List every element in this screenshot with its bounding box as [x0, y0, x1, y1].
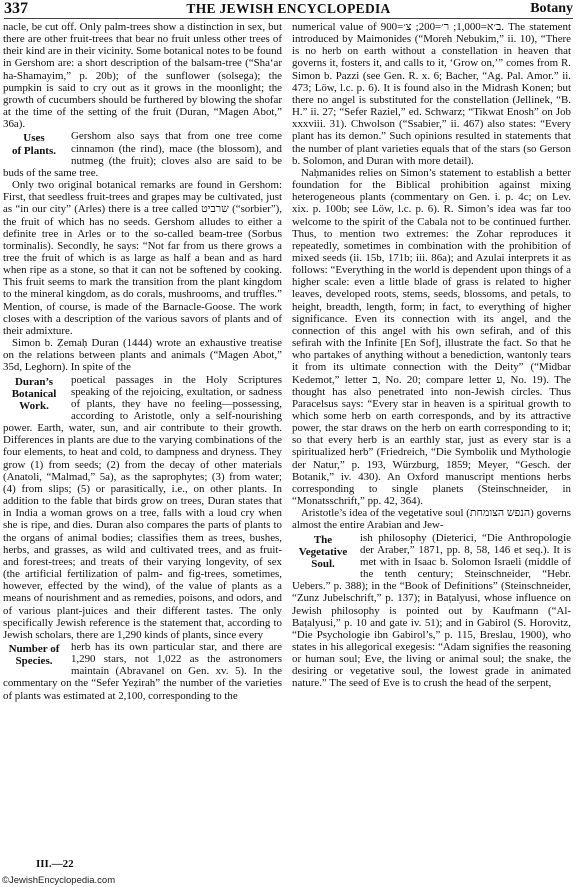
side-heading-vegetative-soul: The Vegetative Soul. — [298, 533, 348, 571]
signature-mark: III.—22 — [36, 858, 74, 870]
side-heading-durans-botanical-work: Duran’s Botanical Work. — [11, 375, 57, 413]
paragraph: Naḥmanides relies on Simon’s statement to establish a better foundation for the Biblical prohibition against mixing heterogeneous plants (commentary on Gen. i. p. 4c; on Lev. xix. p. 100b; see Löw, l.c. p. 6). R. Simon’s idea was far too welcome to the spirit of the Cabala not to be continued further. Thus, to mention two extremes: the Zohar reproduces it repeatedly, sometimes in combination with the prohibition of mixed seeds (ii. 15b, 171b; iii. 86a); and Azulai interprets it as follows: “Everything in the world is dependent upon things of a higher scale: even a little blade of grass is related to higher leaves, developed roots, stems, seeds, blossoms, and petals, to height, breadth, length, form; in fact, to everything of higher significance. Even its connection with its angel, and the connection of this angel with his own sefirah, and of this sefirah with the Infinite [En Sof], illustrate the fact. So that he who partakes of anything without a benediction, wantonly tears it from its ultimate connection with the Deity” (“Midbar Kedemot,” letter ב, No. 20; compare letter ע, No. 19). The thought has also penetrated into non-Jewish circles. Thus Paracelsus says: “Every star in heaven is a spiritual growth to which some herb on earth corresponds, and by its attractive power, the star draws on the herb on earth corresponding to it; so that every herb is an earthly star, just as every star is a spiritualized herb” (Friedreich, “Die Symbolik und Mythologie der Natur,” p. 193, Würzburg, 1859; Meyer, “Gesch. der Botanik,” iv. 430). An Oxford manuscript mentions herbs corresponding to single planets (Steinschneider, in “Monatsschrift,” pp. 42, 364). — [292, 166, 571, 508]
paragraph: Simon b. Ẓemaḥ Duran (1444) wrote an exhaustive treatise on the relations between plants and animals (“Magen Abot,” 35d, Leghorn). In spite of the — [3, 337, 282, 374]
paragraph: ish philosophy (Dieterici, “Die Anthropologie der Araber,” 1871, pp. 8, 58, 146 et seq.). It is met with in Isaac b. Solomon Israeli (middle of the tenth century; Steinschneider, “Hebr. Uebers.” p. 388); in the “Book of Definitions” (Steinschneider, “Zunz Jubelschrift,” p. 137); in Baṭalyusi, whose influence on Jewish philosophy is pointed out by Kaufmann (“Al-Baṭalyusi,” p. 10 and gate iv. 51); and in Gabirol (S. Horovitz, “Die Psychologie ibn Gabirol’s,” p. 115, Breslau, 1900), who states in his allegorical exegesis: “Adam signifies the reasoning or human soul; Eve, the living or animal soul; the snake, the desiring or vegetative soul, the lowest grade in animated nature.” The seed of Eve is to crush the head of the serpent, — [292, 531, 571, 690]
running-title: THE JEWISH ENCYCLOPEDIA — [186, 1, 391, 16]
side-heading-number-of-species: Number of Species. — [8, 642, 60, 668]
paragraph: Aristotle’s idea of the vegetative soul (הנפש הצומחת) governs almost the entire Arabian and Jew- — [292, 507, 571, 532]
left-column — [3, 21, 282, 871]
paragraph: nacle, be cut off. Only palm-trees show a distinction in sex, but there are other fruit-trees that bear no fruit unless other trees of their kind are in their vicinity. Some botanical notes to be found in Gershom are: a short description of the balsam-tree (“Sha‘ar ha-Shamayim,” p. 20b); of the sunflower (solsega); the pumpkin is said to cry out as it grows in the moonlight; the growth of cucumbers should be furthered by blowing the shofar at the time of the setting of the fruit (Duran, “Magen Abot,” 36a). — [3, 21, 282, 131]
right-column — [292, 21, 571, 871]
paragraph: Only two original botanical remarks are found in Gershom: First, that seedless fruit-trees and grapes may be cultivated, just as “in our city” (Arles) there is a tree called שרביט (“sorbier”), the fruit of which has no seeds. Gershom alludes to either a definite tree in Arles or to the so-called beam-tree (Sorbus torminalis). Secondly, he says: “Not far from us there grows a tree the fruit of which is as large as half a bean and as hard when ripe as a stone, so that it can not be softened by cooking. This fruit seems to mark the transition from the plant kingdom to the mineral kingdom, as do corals, mushrooms, and truffles.” Mention, of course, is made of the Barnacle-Goose. The work closes with a description of the various savors of plants and of their admixture. — [3, 179, 282, 337]
paragraph: herb has its own particular star, and there are 1,290 stars, not 1,022 as the astronomers maintain (Abravanel on Gen. xv. 5). In the commentary on the “Sefer Yeẓirah” the number of the varieties of plants was estimated at 2,100, corresponding to the — [3, 640, 282, 702]
page-header — [4, 0, 573, 19]
side-heading-uses-of-plants: Uses of Plants. — [12, 132, 56, 157]
paragraph: poetical passages in the Holy Scriptures speaking of the rejoicing, exultation, or sadness of plants, they have no feeling—possessing, according to Aristotle, only a self-nourishing power. Earth, water, sun, and air contribute to their growth. Differences in plants are due to the varying combinations of the four elements, to heat and cold, to dampness and dryness. They grow (1) from seeds; (2) from the decay of other materials (Anatoli, “Malmad,” 5a), as the saprophytes; (3) from water; (4) from slips; (5) or parasitically, i.e., on other plants. In addition to the fable that birds grow on trees, Duran states that in India a woman grows on a tree, falls with a loud cry when she is ripe, and dies. Duran also compares the parts of plants to the organs of animal bodies; classifies them as trees, bushes, herbs, and grasses, as wild and cultivated trees, and as fruit- and forest-trees; and treats of their varying longevity, of sex (the artificial fertilization of palm- and fig-trees, sometimes, however, effected by the wind), of the value of plants as a means of nourishment and as remedies, poisons, and odors, and of various plant-juices and their different tastes. The only specifically Jewish reference is the statement that, according to Jewish scholars, there are 1,290 kinds of plants, since every — [3, 373, 282, 641]
copyright-footer[interactable]: ©JewishEncyclopedia.com — [2, 875, 116, 886]
article-title: Botany — [530, 1, 573, 16]
paragraph: numerical value of ב׳א=1,000; ר׳=200; צ׳=900. The statement introduced by Maimonides (“Moreh Nebukim,” ii. 10), “There is no herb on earth without a constellation in heaven that governs it, fosters it, and calls to it, ‘Grow on,’” comes from R. Simon b. Pazzi (see Gen. R. x. 6; Bacher, “Ag. Pal. Amor.” ii. 473; Löw, l.c. p. 6). It is found also in the Midrash Konen; but there no angel is substituted for the constellation (Jellinek, “B. H.” ii. 27; “Sefer Raziel,” ed. Schwarz; “Tikwat Enosh” on Job xxxviii. 31). Chwolson (“Ssabier,” ii. 467) also states: “Every plant has its demon.” Such opinions resulted in statements that the number of plant varieties equals that of the stars (so Gerson b. Solomon, and Duran with more detail). — [292, 21, 571, 167]
paragraph: Gershom also says that from one tree come cinnamon (the rind), mace (the blossom), and nutmeg (the fruit); cloves also are said to be buds of the same tree. — [3, 130, 282, 179]
page-number: 337 — [4, 0, 28, 17]
